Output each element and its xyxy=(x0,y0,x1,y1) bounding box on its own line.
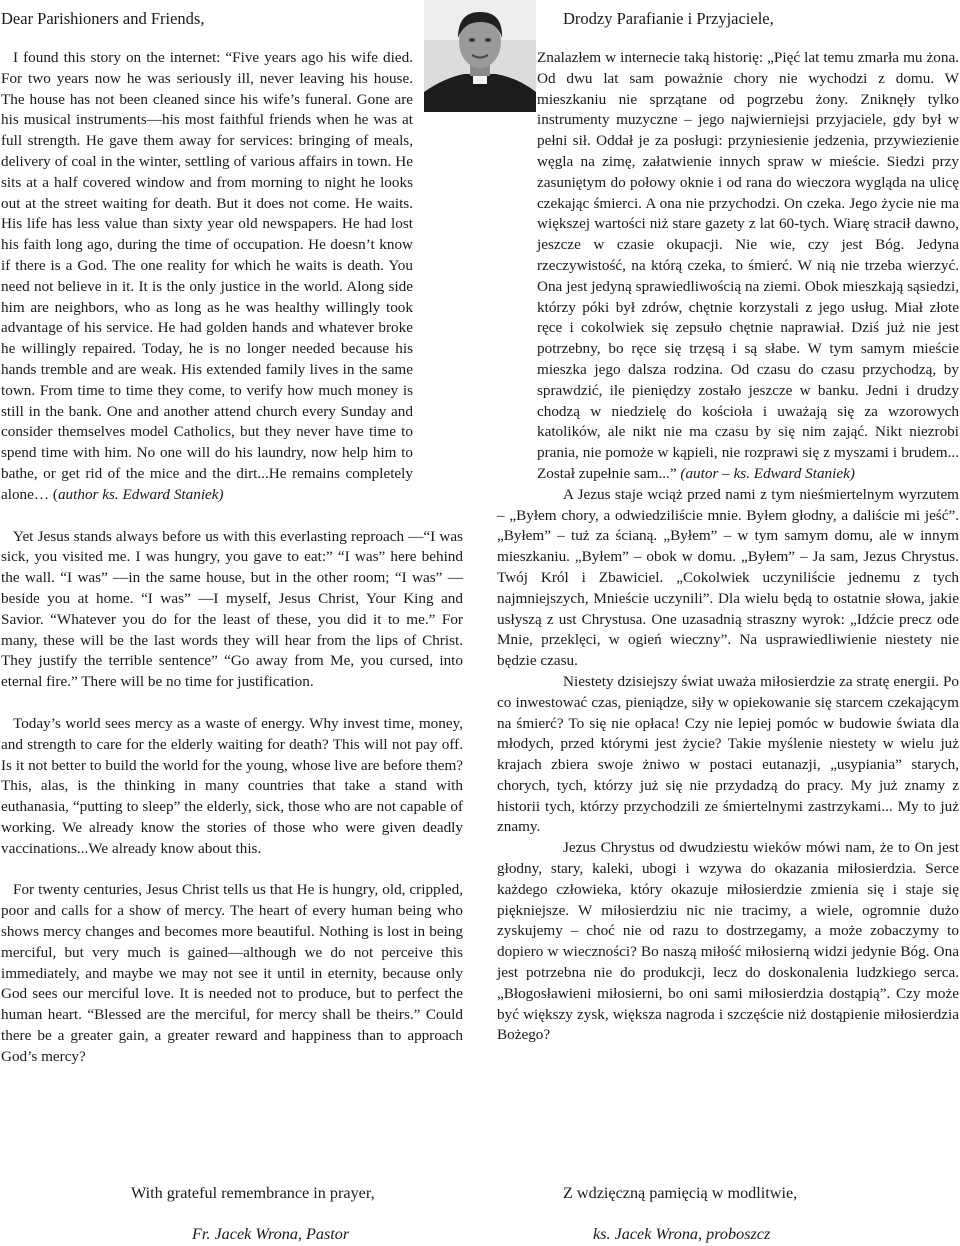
english-signature: Fr. Jacek Wrona, Pastor xyxy=(192,1225,350,1243)
polish-paragraph-reproach: A Jezus staje wciąż przed nami z tym nieśmiertelnym wyrzutem – „Byłem chory, a odwiedziliście mnie. Byłem głodny, a daliście mi jeść”. „Byłem” – tuż za ścianą. „Byłem” – w tym samym domu, ale w innym mieszkaniu. „Byłem” – obok w domu. „Byłem” – Ja sam, Jezus Chrystus. Twój Król i Zbawiciel. „Cokolwiek uczyniliście jednemu z tych najmniejszych, Mnieście uczynili”. Dla wielu będą to ostatnie słowa, jakie usłyszą z ust Chrystusa. One uzasadnią straszny wyrok: „Idźcie precz ode Mnie, przeklęci, w ogień wieczny”. Na usprawiedliwienie niestety nie będzie czasu. xyxy=(497,485,959,670)
polish-letter-body xyxy=(497,48,959,1046)
polish-story-attribution: (autor – ks. Edward Staniek) xyxy=(680,464,855,482)
polish-closing: Z wdzięczną pamięcią w modlitwie, xyxy=(563,1184,798,1202)
english-paragraph-twenty-centuries: For twenty centuries, Jesus Christ tells us that He is hungry, old, crippled, poor and calls for a show of mercy. The heart of every human being who shows mercy changes and becomes more beautiful. Nothing is lost in being merciful, but very much is gained—although we do not perceive this immediately, and maybe we may not see it until in eternity, because only God sees our merciful love. It is needed not to produce, but to perfect the human heart. “Blessed are the merciful, for mercy shall be theirs.” Could there be a greater gain, a greater reward and happiness than to approach God’s mercy? xyxy=(1,881,463,1065)
polish-salutation: Drodzy Parafianie i Przyjaciele, xyxy=(563,9,774,28)
english-closing: With grateful remembrance in prayer, xyxy=(131,1184,375,1202)
english-story-text: I found this story on the internet: “Five years ago his wife died. For two years now he was seriously ill, never leaving his house. The house has not been cleaned since his wife’s funeral. Gone are his musical instruments—his most faithful friends when he was at full strength. He gave them away for services: bringing of meals, delivery of coal in the winter, settling of various affairs in town. He sits at a half covered window and from morning to night he looks out at the street waiting for death. But it does not come. He waits. His life has less value than sixty year old newspapers. He had lost his faith long ago, during the time of occupation. He doesn’t know if there is a God. The one reality for which he waits is death. You need not believe in it. It is the only justice in the world. Along side him are neighbors, who as long as he was healthy willingly took advantage of his service. He had golden hands and whatever broke he willingly repaired. Today, he is no longer needed because his hands tremble and are weak. His extended family lives in the same town. From time to time they come, to verify how much money is still in the bank. One and another attend church every Sunday and consider themselves model Catholics, but they never have time to spend time with him. No one will do his laundry, now help him to bathe, or get rid of the mice and the dirt...He remains completely alone… ( xyxy=(1,49,413,503)
polish-signature: ks. Jacek Wrona, proboszcz xyxy=(593,1225,771,1243)
english-story-attribution: author ks. Edward Staniek) xyxy=(57,485,224,503)
polish-story-text: Znalazłem w internecie taką historię: „Pięć lat temu zmarła mu żona. Od dwu lat sam poważnie chory nie wychodzi z domu. W mieszkaniu nie sprzątane od pogrzebu żony. Zniknęły tylko instrumenty muzyczne – jego najwierniejsi przyjaciele, gdy był w pełni sił. Oddał je za posługi: przyniesienie jedzenia, przywiezienie węgla na zimę, załatwienie innych spraw w mieście. Siedzi przy zasuniętym do połowy oknie i od rana do wieczora wygląda na ulicę czekając śmierci. A ona nie przychodzi. On czeka. Jego życie nie ma większej wartości niż stare gazety z lat 60-tych. Wiarę stracił dawno, jeszcze w czasie okupacji. Nie wie, czy jest Bóg. Jedyna rzeczywistość, na którą czeka, to śmierć. W nią nie trzeba wierzyć. Ona jest jedyną sprawiedliwością na ziemi. Obok mieszkają sąsiedzi, którzy póki był zdrów, chętnie korzystali z jego usług. Miał złote ręce i cokolwiek się zepsuło chętnie naprawiał. Dziś już nie jest potrzebny, bo ręce się trzęsą i są słabe. W tym samym mieście mieszka jego dalsza rodzina. Od czasu do czasu przychodzą, by sprawdzić, ile pieniędzy zostało jeszcze w banku. Jedni i drudzy chodzą w niedzielę do kościoła i uważają się za wzorowych katolików, ale nikt nie ma czasu by się nim zająć. Nikt niezrobi prania, nie pomoże w kąpieli, nie rozprawi się z myszami i brudem... Został zupełnie sam...” xyxy=(537,49,959,482)
polish-paragraph-story xyxy=(537,48,959,485)
polish-paragraph-mercy-waste: Niestety dzisiejszy świat uważa miłosierdzie za stratę energii. Po co inwestować czas, pieniądze, siły w opiekowanie się starcem czekającym na śmierć? To się nie opłaca! Czy nie lepiej pomóc w budowie świata dla młodych, przed którymi jest życie? Takie myślenie niestety w wielu już krajach zbiera swoje żniwo w postaci eutanazji, „usypiania” starych, chorych, tych, którzy już się nie przydadzą do pracy. My już znamy z historii tych, którzy przychodzili ze śmiertelnymi zastrzykami... My to już znamy. xyxy=(497,672,959,836)
english-paragraph-mercy-waste: Today’s world sees mercy as a waste of energy. Why invest time, money, and strength to care for the elderly waiting for death? This will not pay off. Is it not better to build the world for the young, whose live are before them? This, alas, is the thinking in many countries that take a stand with euthanasia, “putting to sleep” the elderly, sick, those who are not capable of working. We already know the stories of those who were given deadly vaccinations...We already know about this. xyxy=(1,714,463,857)
english-salutation: Dear Parishioners and Friends, xyxy=(1,9,205,28)
english-paragraph-reproach: Yet Jesus stands always before us with this everlasting reproach —“I was sick, you visited me. I was hungry, you gave to eat:” “I was” here behind the wall. “I was” —in the same house, but in the other room; “I was” —beside you at home. “I was” —I myself, Jesus Christ, Your King and Savior. “Whatever you do for the least of these, you did it to me.” For many, these will be the last words they will hear from the lips of Christ. They justify the terrible sentence” “Go away from Me, you cursed, into eternal fire.” There will be no time for justification. xyxy=(1,527,463,691)
english-letter-body xyxy=(1,48,463,1068)
polish-paragraph-twenty-centuries: Jezus Chrystus od dwudziestu wieków mówi nam, że to On jest głodny, stary, kaleki, ubogi i wzywa do okazania miłosierdzia. Serce każdego człowieka, który okazuje miłosierdzie zmienia się i staje się piękniejsze. W miłosierdziu nic nie tracimy, a wiele, ogromnie dużo zyskujemy – choć nie od razu to dostrzegamy, a może zobaczymy to dopiero w wieczności? Bo naszą miłość miłosierną widzi jedynie Bóg. Ona jest potrzebna nie do produkcji, lecz do doskonalenia ludzkiego serca. „Błogosławieni miłosierni, bo oni sami miłosierdzia dostąpią”. Czy może być większy zysk, większa nagroda i szczęście niż dostąpienie miłosierdzia Bożego? xyxy=(497,839,959,1044)
english-paragraph-story xyxy=(1,48,413,506)
